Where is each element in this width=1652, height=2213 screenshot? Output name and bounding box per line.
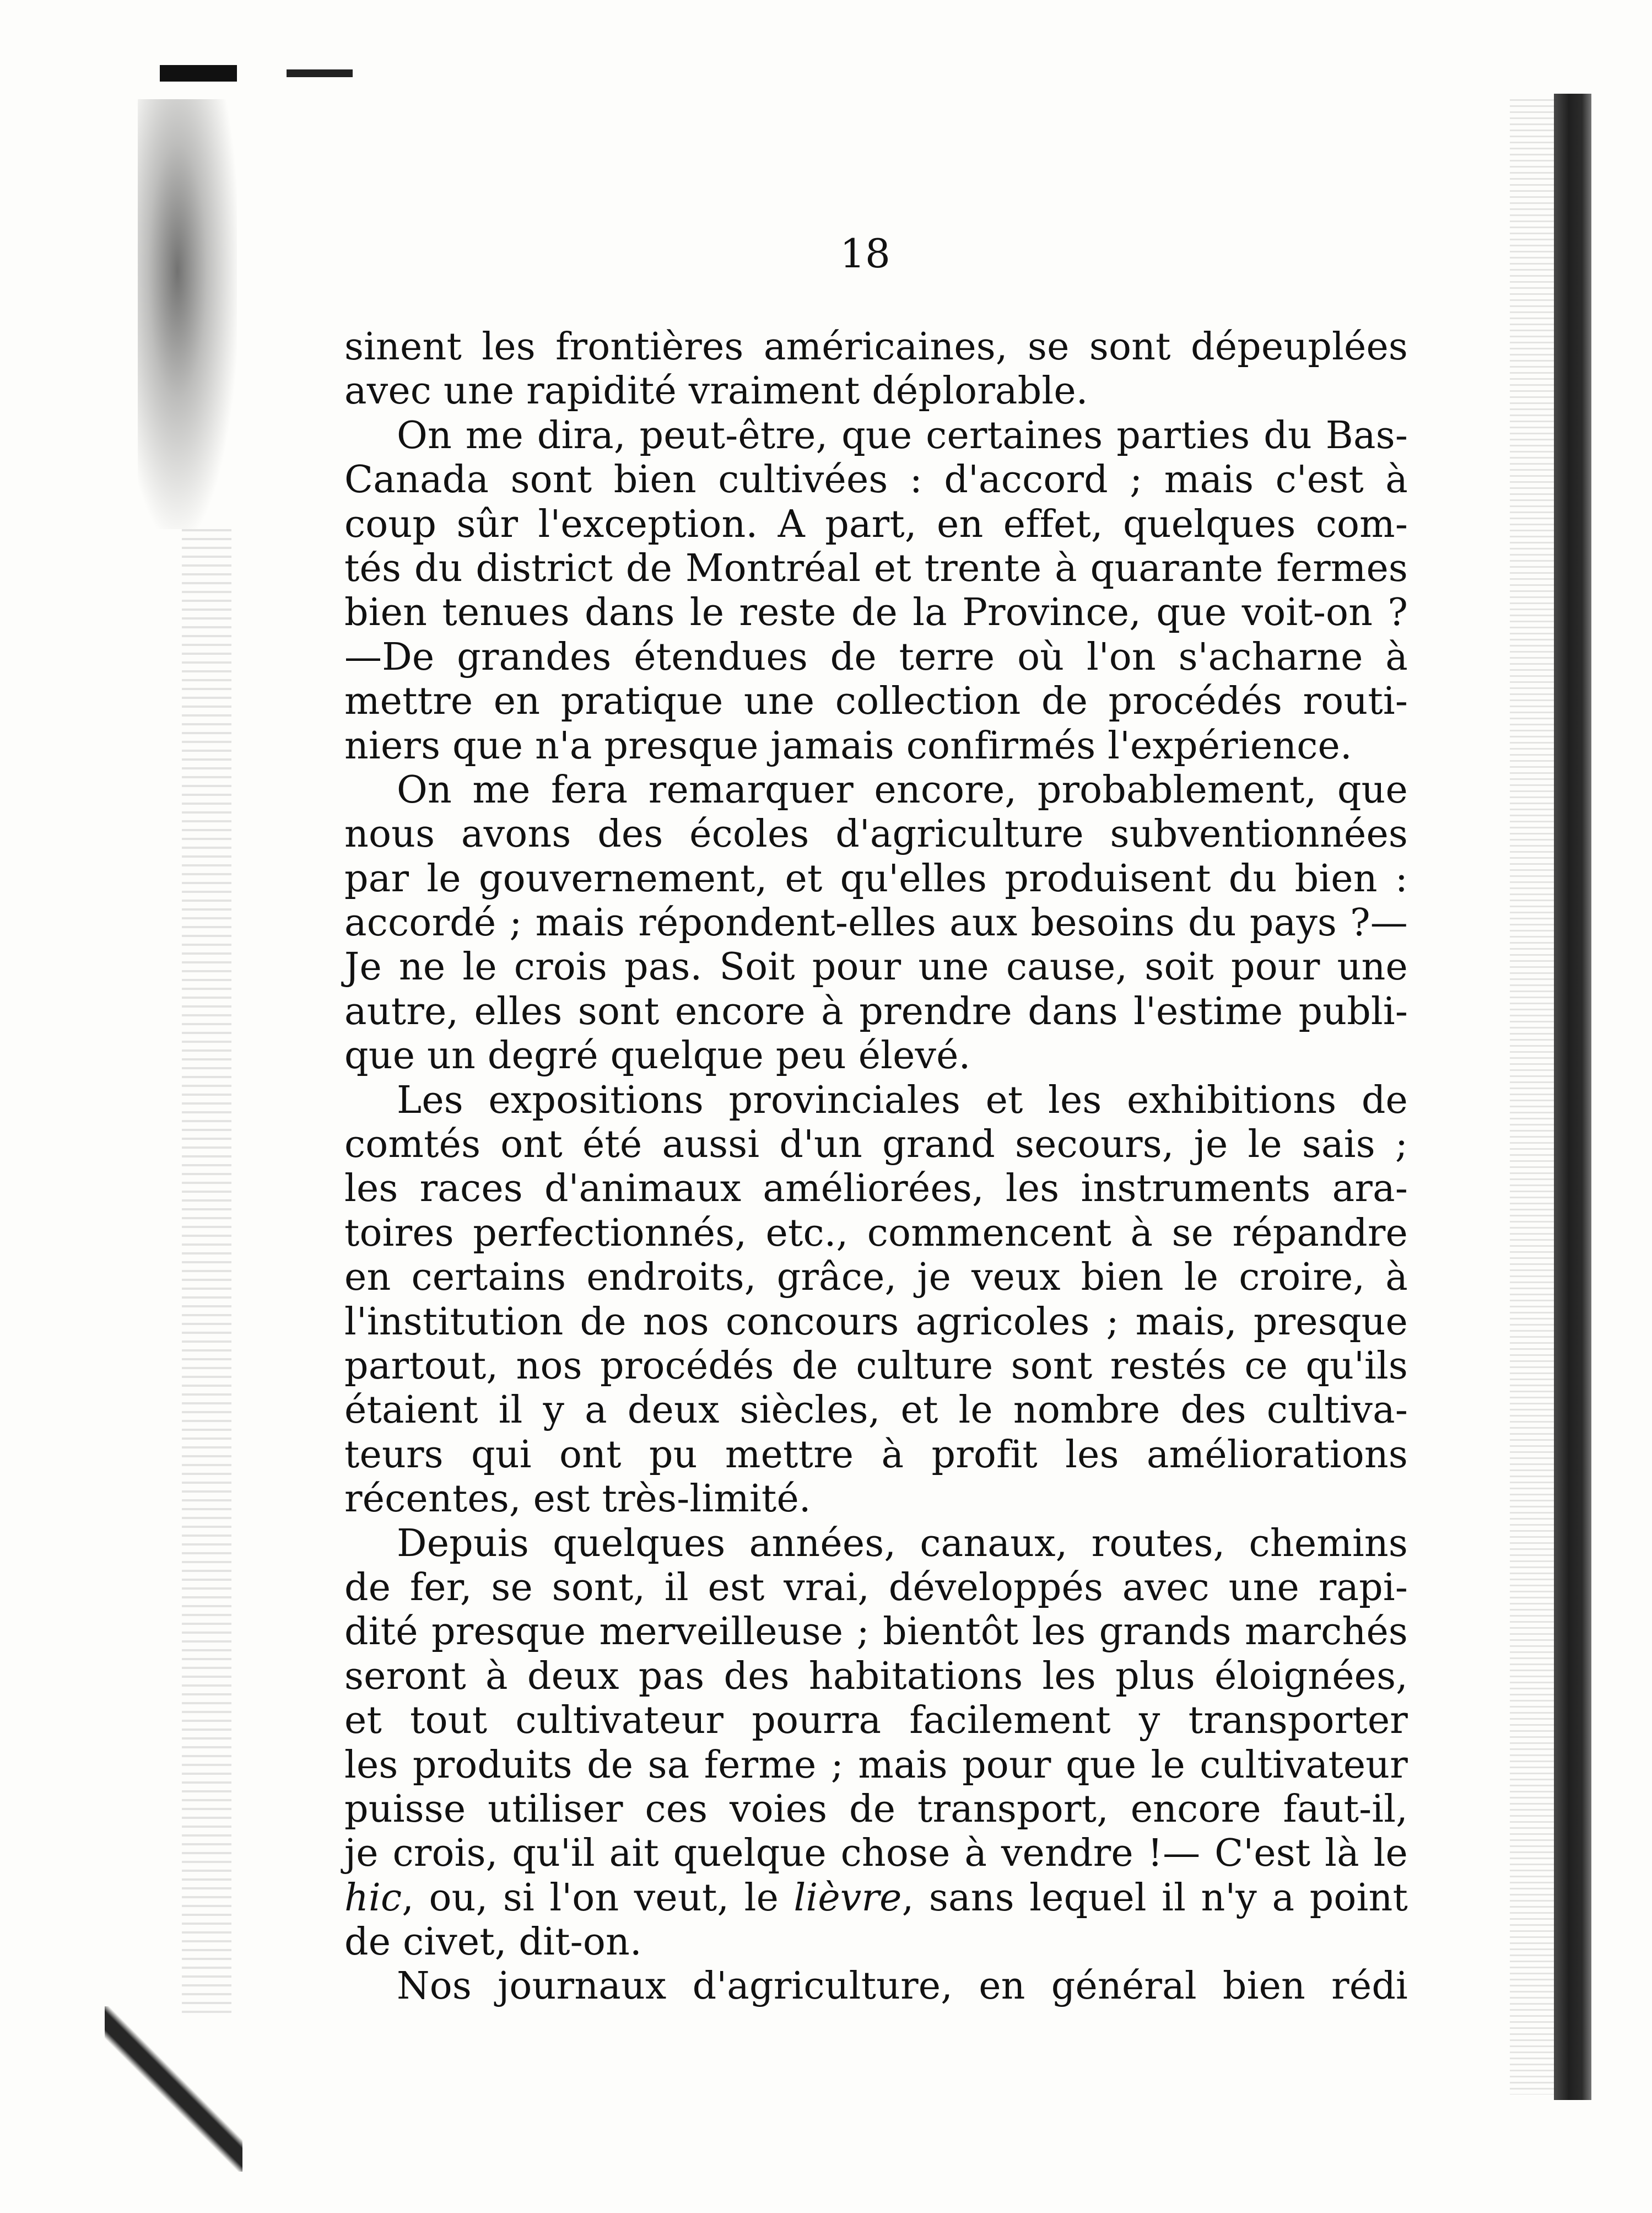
text-line: avec une rapidité vraiment déplorable. — [344, 369, 1088, 413]
text-line: hic, ou, si l'on veut, le lièvre, sans lequel il n'y a point — [344, 1876, 1408, 1920]
text-line: récentes, est très-limité. — [344, 1477, 811, 1521]
text-line: nous avons des écoles d'agriculture subventionnées — [344, 812, 1408, 857]
text-line: de civet, dit-on. — [344, 1920, 642, 1964]
text-line: les produits de sa ferme ; mais pour que le cultivateur — [344, 1743, 1408, 1787]
text-line: toires perfectionnés, etc., commencent à se répandre — [344, 1211, 1408, 1255]
text-line: On me dira, peut-être, que certaines parties du Bas- — [397, 413, 1408, 457]
text-line: de fer, se sont, il est vrai, développés avec une rapi- — [344, 1565, 1408, 1609]
text-line: puisse utiliser ces voies de transport, encore faut-il, — [344, 1787, 1408, 1831]
page-number: 18 — [840, 230, 890, 277]
text-line: partout, nos procédés de culture sont restés ce qu'ils — [344, 1344, 1408, 1388]
text-line: l'institution de nos concours agricoles ; mais, presque — [344, 1300, 1408, 1344]
text-line: On me fera remarquer encore, probablement, que — [397, 768, 1408, 812]
text-line: Depuis quelques années, canaux, routes, chemins — [397, 1521, 1408, 1565]
text-line: les races d'animaux améliorées, les instruments ara- — [344, 1167, 1408, 1211]
text-line: mettre en pratique une collection de procédés routi- — [344, 680, 1408, 724]
text-line: dité presque merveilleuse ; bientôt les grands marchés — [344, 1610, 1408, 1654]
text-line: Je ne le crois pas. Soit pour une cause, soit pour une — [344, 945, 1408, 989]
text-line: accordé ; mais répondent-elles aux besoins du pays ?— — [344, 901, 1408, 945]
text-line: —De grandes étendues de terre où l'on s'acharne à — [344, 635, 1408, 679]
text-line: étaient il y a deux siècles, et le nombre des cultiva- — [344, 1388, 1408, 1433]
scan-noise-left — [182, 529, 231, 2017]
binding-shadow-right — [1554, 94, 1591, 2100]
text-line: comtés ont été aussi d'un grand secours, je le sais ; — [344, 1123, 1408, 1167]
text-line: Nos journaux d'agriculture, en général bien rédi — [397, 1964, 1408, 2009]
text-line: tés du district de Montréal et trente à quarante fermes — [344, 546, 1408, 590]
text-line: je crois, qu'il ait quelque chose à vendre !— C'est là le — [344, 1832, 1408, 1876]
text-line: coup sûr l'exception. A part, en effet, quelques com- — [344, 502, 1408, 546]
text-line: et tout cultivateur pourra facilement y transporter — [344, 1699, 1408, 1743]
italic-word: lièvre — [793, 1876, 902, 1920]
scan-mark-top — [160, 65, 237, 82]
body-text — [344, 325, 1408, 2009]
binding-speckle — [1510, 99, 1557, 2094]
text-line: niers que n'a presque jamais confirmés l'expérience. — [344, 724, 1352, 768]
text-line: teurs qui ont pu mettre à profit les améliorations — [344, 1433, 1408, 1477]
text-line: autre, elles sont encore à prendre dans l'estime publi- — [344, 989, 1408, 1033]
text-line: sinent les frontières américaines, se sont dépeuplées — [344, 325, 1408, 369]
text-line: en certains endroits, grâce, je veux bien le croire, à — [344, 1256, 1408, 1300]
scan-smudge-left — [138, 99, 237, 529]
scan-mark-top-2 — [287, 69, 353, 77]
text-line: que un degré quelque peu élevé. — [344, 1034, 971, 1078]
text-line: Canada sont bien cultivées : d'accord ; mais c'est à — [344, 458, 1408, 502]
text-line: par le gouvernement, et qu'elles produisent du bien : — [344, 857, 1408, 901]
text-line: bien tenues dans le reste de la Province, que voit-on ? — [344, 591, 1408, 635]
italic-word: hic — [344, 1876, 402, 1920]
text-line: seront à deux pas des habitations les plus éloignées, — [344, 1654, 1408, 1698]
scan-mark-bottom-left — [105, 2006, 242, 2172]
text-line: Les expositions provinciales et les exhibitions de — [397, 1078, 1408, 1122]
